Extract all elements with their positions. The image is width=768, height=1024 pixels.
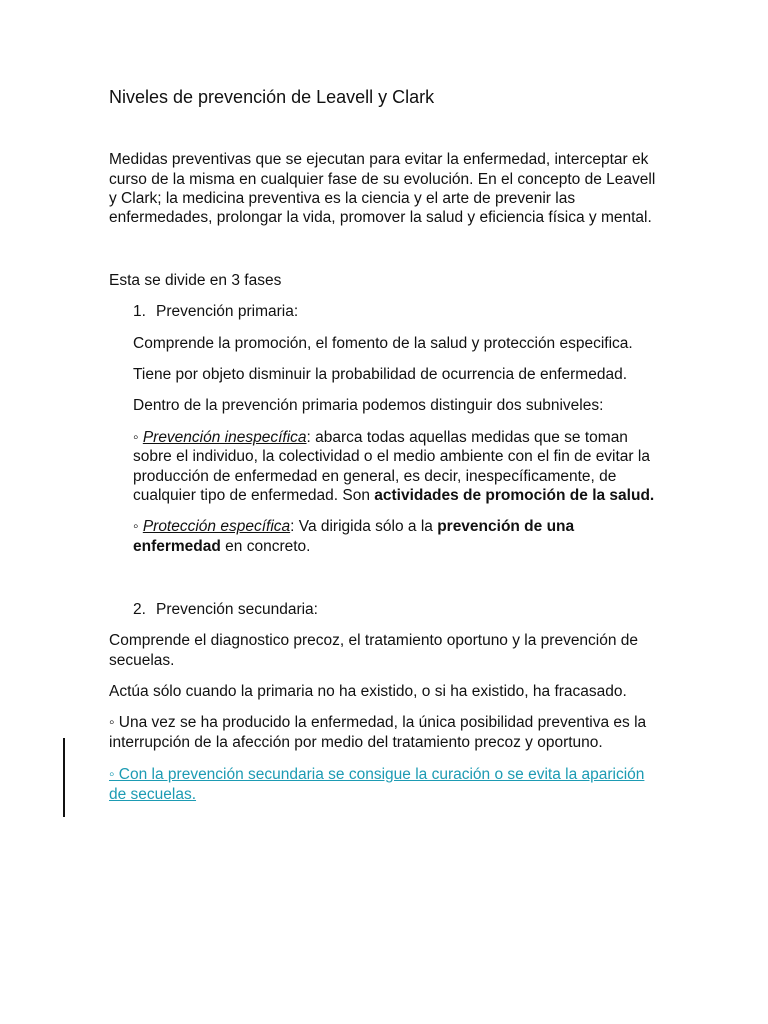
inespecifica-line-1 <box>133 428 628 448</box>
inespecifica-text: cualquier tipo de enfermedad. Son <box>133 487 375 504</box>
especifica-bold: prevención de una <box>437 518 575 535</box>
secondary-heading-text: Prevención secundaria: <box>156 601 318 618</box>
bullet: ◦ <box>133 518 143 535</box>
bullet: ◦ <box>133 429 143 446</box>
primary-paragraph-1: Comprende la promoción, el fomento de la salud y protección especifica. <box>133 335 633 352</box>
especifica-text: en concreto. <box>220 538 311 555</box>
intro-line-2: curso de la misma en cualquier fase de su evolución. En el concepto de Leavell <box>109 171 656 188</box>
secondary-paragraph-2: Actúa sólo cuando la primaria no ha existido, o si ha existido, ha fracasado. <box>109 683 627 700</box>
especifica-text: : Va dirigida sólo a la <box>290 518 438 535</box>
secondary-link-line-1[interactable]: ◦ Con la prevención secundaria se consigue la curación o se evita la aparición <box>109 766 645 783</box>
inespecifica-term: Prevención inespecífica <box>142 429 307 446</box>
primary-heading-text: Prevención primaria: <box>156 303 299 320</box>
inespecifica-line-2: sobre el individuo, la colectividad o el medio ambiente con el fin de evitar la <box>133 448 650 465</box>
phases-intro: Esta se divide en 3 fases <box>109 272 282 289</box>
inespecifica-text: : abarca todas aquellas medidas que se toman <box>306 429 628 446</box>
revision-change-bar <box>63 738 65 817</box>
especifica-line-1 <box>133 517 574 537</box>
primary-heading <box>133 302 298 322</box>
intro-line-4: enfermedades, prolongar la vida, promover la salud y eficiencia física y mental. <box>109 209 652 226</box>
inespecifica-line-4 <box>133 486 654 506</box>
secondary-heading <box>133 600 318 620</box>
secondary-number: 2. <box>133 601 146 618</box>
inespecifica-line-3: producción de enfermedad en general, es decir, inespecíficamente, de <box>133 468 617 485</box>
document-title: Niveles de prevención de Leavell y Clark <box>109 87 435 107</box>
intro-line-1: Medidas preventivas que se ejecutan para evitar la enfermedad, interceptar ek <box>109 151 649 168</box>
secondary-paragraph-1-line-2: secuelas. <box>109 652 175 669</box>
especifica-term: Protección específica <box>142 518 291 535</box>
secondary-paragraph-1-line-1: Comprende el diagnostico precoz, el tratamiento oportuno y la prevención de <box>109 632 639 649</box>
secondary-paragraph-3-line-2: interrupción de la afección por medio del tratamiento precoz y oportuno. <box>109 734 603 751</box>
inespecifica-bold: actividades de promoción de la salud. <box>374 487 655 504</box>
secondary-paragraph-3-line-1: ◦ Una vez se ha producido la enfermedad, la única posibilidad preventiva es la <box>109 714 647 731</box>
intro-line-3: y Clark; la medicina preventiva es la ciencia y el arte de prevenir las <box>109 190 576 207</box>
primary-paragraph-3: Dentro de la prevención primaria podemos distinguir dos subniveles: <box>133 397 604 414</box>
especifica-bold: enfermedad <box>133 538 221 555</box>
secondary-link-line-2[interactable]: de secuelas. <box>109 786 197 803</box>
especifica-line-2 <box>133 537 310 557</box>
primary-paragraph-2: Tiene por objeto disminuir la probabilidad de ocurrencia de enfermedad. <box>133 366 628 383</box>
primary-number: 1. <box>133 303 146 320</box>
